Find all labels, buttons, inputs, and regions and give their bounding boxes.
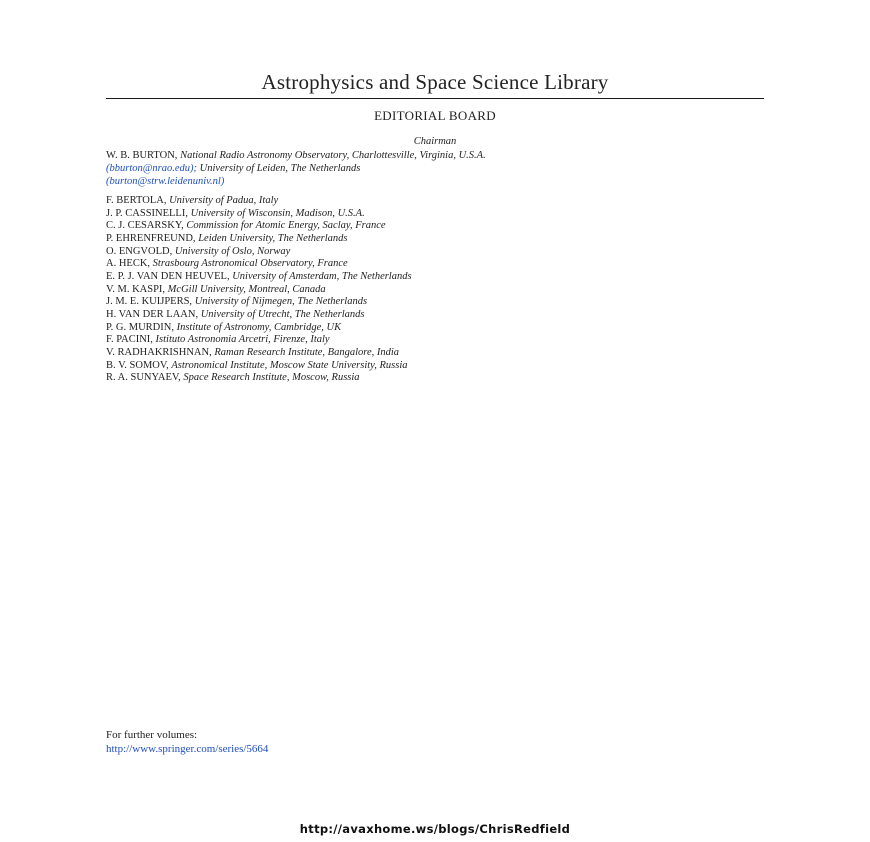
board-member bbox=[106, 246, 766, 259]
board-member bbox=[106, 309, 766, 322]
board-member bbox=[106, 195, 766, 208]
board-member bbox=[106, 233, 766, 246]
chairman-entry bbox=[106, 149, 766, 188]
member-affiliation: Raman Research Institute, Bangalore, India bbox=[214, 346, 400, 358]
member-name: P. EHRENFREUND, bbox=[106, 232, 196, 244]
board-member bbox=[106, 220, 766, 233]
board-member bbox=[106, 347, 766, 360]
board-member bbox=[106, 296, 766, 309]
member-name: A. HECK, bbox=[106, 258, 151, 270]
member-name: V. M. KASPI, bbox=[106, 283, 166, 295]
member-affiliation: University of Nijmegen, The Netherlands bbox=[194, 296, 368, 308]
chairman-email-2-link[interactable]: (burton@strw.leidenuniv.nl) bbox=[106, 176, 225, 187]
member-name: O. ENGVOLD, bbox=[106, 245, 173, 257]
member-name: B. V. SOMOV, bbox=[106, 359, 169, 371]
member-affiliation: Strasbourg Astronomical Observatory, France bbox=[152, 258, 348, 270]
member-affiliation: University of Utrecht, The Netherlands bbox=[200, 308, 365, 320]
member-name: J. P. CASSINELLI, bbox=[106, 207, 188, 219]
board-members-list bbox=[106, 195, 766, 385]
further-volumes bbox=[106, 728, 268, 756]
chairman-email-1-link[interactable]: (bburton@nrao.edu); bbox=[106, 163, 198, 174]
member-affiliation: Leiden University, The Netherlands bbox=[198, 232, 348, 244]
board-member bbox=[106, 208, 766, 221]
member-name: R. A. SUNYAEV, bbox=[106, 372, 181, 384]
member-affiliation: University of Oslo, Norway bbox=[174, 245, 291, 257]
board-member bbox=[106, 372, 766, 385]
board-member bbox=[106, 334, 766, 347]
member-name: J. M. E. KUIJPERS, bbox=[106, 296, 193, 308]
chairman-name: W. B. BURTON, bbox=[106, 150, 178, 161]
chairman-affiliation-2: University of Leiden, The Netherlands bbox=[199, 163, 361, 174]
board-member bbox=[106, 271, 766, 284]
member-affiliation: Commission for Atomic Energy, Saclay, France bbox=[186, 220, 386, 232]
board-title: EDITORIAL BOARD bbox=[374, 108, 496, 123]
title-rule bbox=[106, 98, 764, 99]
chairman-label: Chairman bbox=[413, 136, 457, 147]
board-member bbox=[106, 322, 766, 335]
member-affiliation: University of Amsterdam, The Netherlands bbox=[232, 270, 412, 282]
member-name: E. P. J. VAN DEN HEUVEL, bbox=[106, 270, 230, 282]
member-affiliation: Astronomical Institute, Moscow State University, Russia bbox=[171, 359, 408, 371]
member-affiliation: Space Research Institute, Moscow, Russia bbox=[183, 372, 360, 384]
member-name: F. PACINI, bbox=[106, 334, 153, 346]
member-name: H. VAN DER LAAN, bbox=[106, 308, 199, 320]
member-name: F. BERTOLA, bbox=[106, 195, 167, 206]
board-member bbox=[106, 360, 766, 373]
watermark-text: http://avaxhome.ws/blogs/ChrisRedfield bbox=[299, 822, 571, 836]
further-volumes-label: For further volumes: bbox=[106, 729, 198, 741]
member-affiliation: University of Wisconsin, Madison, U.S.A. bbox=[190, 207, 365, 219]
member-affiliation: Istituto Astronomia Arcetri, Firenze, Italy bbox=[155, 334, 330, 346]
chairman-affiliation-1: National Radio Astronomy Observatory, Charlottesville, Virginia, U.S.A. bbox=[180, 150, 486, 161]
member-affiliation: McGill University, Montreal, Canada bbox=[167, 283, 326, 295]
board-member bbox=[106, 284, 766, 297]
series-link[interactable]: http://www.springer.com/series/5664 bbox=[106, 743, 269, 755]
member-name: P. G. MURDIN, bbox=[106, 321, 174, 333]
series-title: Astrophysics and Space Science Library bbox=[261, 70, 609, 94]
board-member bbox=[106, 258, 766, 271]
member-name: C. J. CESARSKY, bbox=[106, 220, 184, 232]
member-name: V. RADHAKRISHNAN, bbox=[106, 346, 212, 358]
member-affiliation: Institute of Astronomy, Cambridge, UK bbox=[176, 321, 342, 333]
member-affiliation: University of Padua, Italy bbox=[169, 195, 279, 206]
